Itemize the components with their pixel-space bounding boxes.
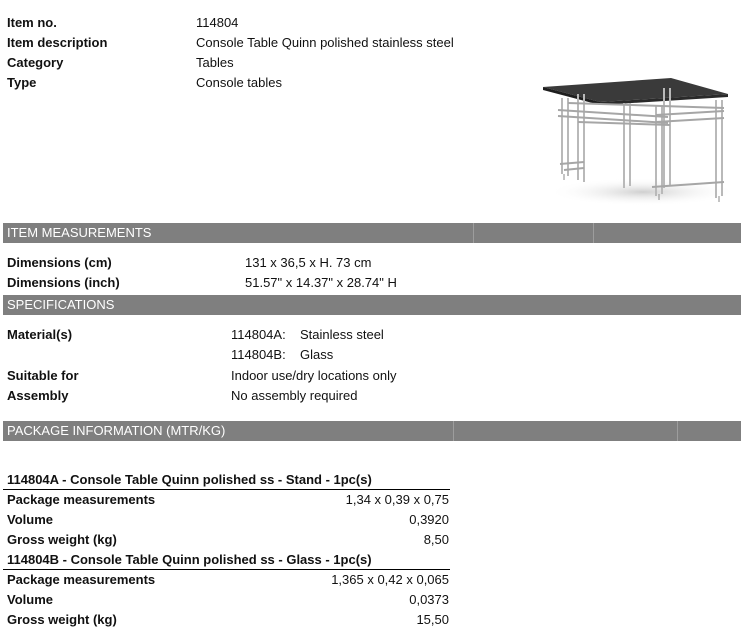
type-label: Type [7,75,37,90]
suitable-value: Indoor use/dry locations only [231,368,397,383]
bar-divider [677,421,678,441]
item-description-value: Console Table Quinn polished stainless steel [196,35,454,50]
section-bar-item-measurements [3,223,741,243]
item-description-label: Item description [7,35,108,50]
section-title-specifications: SPECIFICATIONS [7,297,115,312]
package-a-volume-label: Volume [7,512,53,527]
package-a-title: 114804A - Console Table Quinn polished ss - Stand - 1pc(s) [7,472,372,487]
package-b-measurements-label: Package measurements [7,572,156,587]
category-label: Category [7,55,64,70]
package-a-measurements-row [0,490,741,510]
item-no-label: Item no. [7,15,57,30]
item-description-row [0,33,741,53]
package-b-measurements-row [0,570,741,590]
material-row [0,325,741,345]
package-b-weight-label: Gross weight (kg) [7,612,117,627]
package-a-weight-label: Gross weight (kg) [7,532,117,547]
package-b-measurements-value: 1,365 x 0,42 x 0,065 [331,572,449,587]
assembly-value: No assembly required [231,388,358,403]
package-b-volume-label: Volume [7,592,53,607]
assembly-label: Assembly [7,388,69,403]
console-table-illustration [538,70,738,220]
bar-divider [453,421,454,441]
category-value: Tables [196,55,234,70]
suitable-row [0,366,741,386]
dimensions-inch-row [0,273,741,293]
bar-divider [593,223,594,243]
package-a-title-row [0,470,741,490]
material-b-code: 114804B: [231,347,286,362]
dimensions-inch-label: Dimensions (inch) [7,275,120,290]
section-bar-specifications [3,295,741,315]
package-b-weight-value: 15,50 [416,612,449,627]
package-a-measurements-label: Package measurements [7,492,156,507]
material-a-code: 114804A: [231,327,286,342]
material-a-value: Stainless steel [300,327,384,342]
section-bar-package-information [3,421,741,441]
dimensions-cm-label: Dimensions (cm) [7,255,112,270]
package-a-weight-value: 8,50 [423,532,449,547]
dimensions-cm-row [0,253,741,273]
material-b-value: Glass [300,347,334,362]
package-b-title-row [0,550,741,570]
assembly-row [0,386,741,406]
type-value: Console tables [196,75,282,90]
package-a-volume-row [0,510,741,530]
material-b-row [0,345,741,365]
package-b-volume-row [0,590,741,610]
product-image [538,70,738,220]
dimensions-cm-value: 131 x 36,5 x H. 73 cm [245,255,372,270]
dimensions-inch-value: 51.57" x 14.37" x 28.74" H [245,275,397,290]
package-a-measurements-value: 1,34 x 0,39 x 0,75 [345,492,449,507]
package-a-weight-row [0,530,741,550]
package-b-title: 114804B - Console Table Quinn polished ss - Glass - 1pc(s) [7,552,372,567]
section-title-item-measurements: ITEM MEASUREMENTS [7,225,152,240]
bar-divider [473,223,474,243]
section-title-package-information: PACKAGE INFORMATION (MTR/KG) [7,423,226,438]
package-a-volume-value: 0,3920 [409,512,449,527]
package-b-volume-value: 0,0373 [409,592,449,607]
suitable-label: Suitable for [7,368,79,383]
item-no-row [0,13,741,33]
item-no-value: 114804 [196,15,239,30]
package-b-weight-row [0,610,741,630]
material-label: Material(s) [7,327,73,342]
